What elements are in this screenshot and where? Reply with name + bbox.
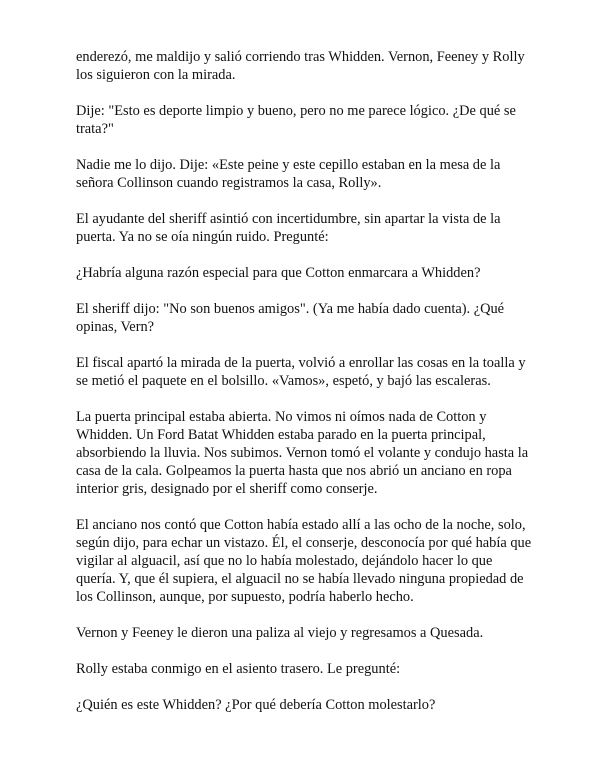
paragraph-3: Nadie me lo dijo. Dije: «Este peine y este cepillo estaban en la mesa de la señora Collinson cuando registramos la casa, Rolly». [76,157,501,191]
paragraph-4: El ayudante del sheriff asintió con incertidumbre, sin apartar la vista de la puerta. Ya no se oía ningún ruido. Pregunté: [76,211,501,245]
paragraph-9: El anciano nos contó que Cotton había estado allí a las ocho de la noche, solo, según dijo, para echar un vistazo. Él, el conserje, desconocía por qué había que vigilar al alguacil, así que no lo había molestado, dejándolo hacer lo que quería. Y, que él supiera, el alguacil no se había llevado ninguna propiedad de los Collinson, aunque, por supuesto, podría haberlo hecho. [76,517,532,605]
paragraph-1: enderezó, me maldijo y salió corriendo tras Whidden. Vernon, Feeney y Rolly los siguieron con la mirada. [76,49,525,83]
paragraph-10: Vernon y Feeney le dieron una paliza al viejo y regresamos a Quesada. [76,625,484,641]
paragraph-6: El sheriff dijo: "No son buenos amigos". (Ya me había dado cuenta). ¿Qué opinas, Vern? [76,301,505,335]
paragraph-8: La puerta principal estaba abierta. No vimos ni oímos nada de Cotton y Whidden. Un Ford Batat Whidden estaba parado en la puerta principal, absorbiendo la lluvia. Nos subimos. Vernon tomó el volante y condujo hasta la casa de la cala. Golpeamos la puerta hasta que nos abrió un anciano en ropa interior gris, designado por el sheriff como conserje. [76,409,529,497]
paragraph-12: ¿Quién es este Whidden? ¿Por qué debería Cotton molestarlo? [76,697,436,713]
paragraph-5: ¿Habría alguna razón especial para que Cotton enmarcara a Whidden? [76,265,481,281]
document-page [76,48,532,732]
paragraph-2: Dije: "Esto es deporte limpio y bueno, pero no me parece lógico. ¿De qué se trata?" [76,103,516,137]
paragraph-7: El fiscal apartó la mirada de la puerta, volvió a enrollar las cosas en la toalla y se metió el paquete en el bolsillo. «Vamos», espetó, y bajó las escaleras. [76,355,526,389]
paragraph-11: Rolly estaba conmigo en el asiento trasero. Le pregunté: [76,661,401,677]
